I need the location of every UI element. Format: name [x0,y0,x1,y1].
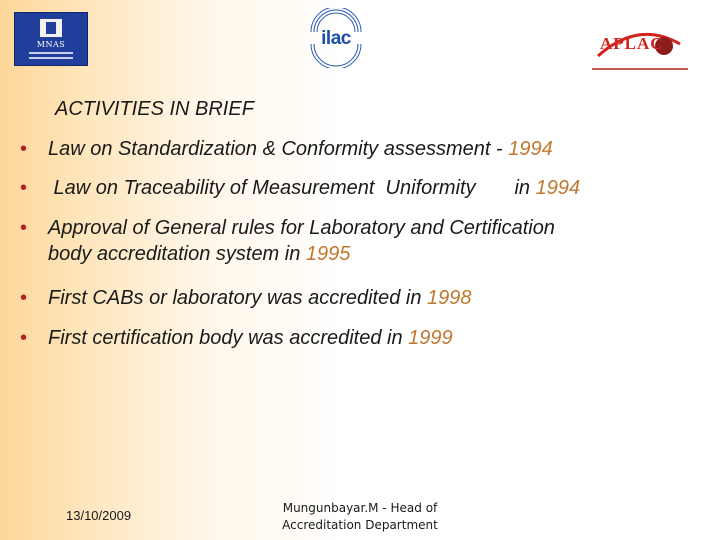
bullet-dot-icon: • [20,177,28,199]
bullet-year: 1995 [305,243,351,265]
bullet-text: body accreditation system in [48,243,306,265]
footer-author-line: Mungunbayar.M - Head of [282,501,438,515]
footer-author [255,500,465,534]
bullet-text: Approval of General rules for Laboratory and Certification [48,217,555,239]
bullet-dot-icon: • [20,327,28,349]
mnas-logo [14,12,88,66]
bullet-text: First CABs or laboratory was accredited in [48,287,428,309]
ilac-logo [303,8,369,68]
aplac-logo [590,24,686,78]
bullet-year: 1994 [508,138,553,160]
bullet-text: First certification body was accredited in [48,327,409,349]
mnas-logo-text: MNAS [36,40,66,49]
bullet-dot-icon: • [20,138,28,160]
bullet-year: 1998 [427,287,472,309]
bullet-text: Law on Standardization & Conformity assessment - [48,138,509,160]
footer-author-line: Accreditation Department [282,518,438,532]
bullet-year: 1999 [408,327,453,349]
aplac-tagline-bar [592,68,688,70]
ilac-logo-text: ilac [321,28,351,49]
bullet-text: Law on Traceability of Measurement Uniformity in [48,177,536,199]
bullet-dot-icon: • [20,217,28,239]
bullet-dot-icon: • [20,287,28,309]
aplac-logo-text: APLAC [600,34,664,53]
mnas-emblem-icon [40,19,62,37]
footer-date: 13/10/2009 [66,508,132,523]
slide-title: ACTIVITIES IN BRIEF [55,98,254,120]
bullet-year: 1994 [535,177,581,199]
